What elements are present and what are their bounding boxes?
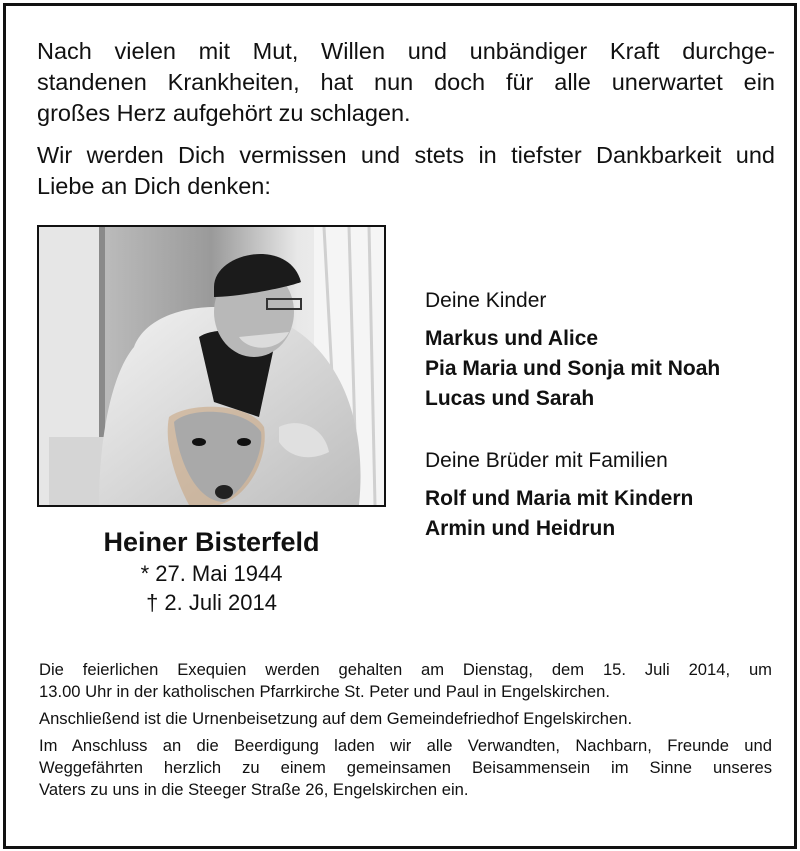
exequien-line: Die feierlichen Exequien werden gehalten am Dienstag, dem 15. Juli 2014, um: [39, 660, 772, 679]
birth-date: * 27. Mai 1944: [140, 561, 283, 586]
death-date: † 2. Juli 2014: [146, 590, 277, 615]
invitation-line: Weggefährten herzlich zu einem gemeinsamen Beisammensein im Sinne unseres: [39, 758, 772, 777]
farewell-line: Wir werden Dich vermissen und stets in tiefster Dankbarkeit und: [37, 142, 775, 168]
obituary-frame: [3, 3, 797, 849]
brothers-label: Deine Brüder mit Familien: [425, 449, 668, 472]
intro-line: standenen Krankheiten, hat nun doch für alle unerwartet ein: [37, 69, 775, 95]
invitation-notice: [39, 735, 772, 801]
deceased-name: Heiner Bisterfeld: [103, 527, 320, 557]
children-group: [425, 286, 795, 414]
children-members: [425, 324, 795, 414]
brothers-members: [425, 484, 795, 544]
exequien-notice: [39, 659, 772, 703]
invitation-line: Im Anschluss an die Beerdigung laden wir alle Verwandten, Nachbarn, Freunde und: [39, 736, 772, 755]
intro-line: Nach vielen mit Mut, Willen und unbändiger Kraft durchge-: [37, 38, 775, 64]
family-member: Rolf und Maria mit Kindern: [425, 487, 694, 510]
portrait-photo: [37, 225, 386, 507]
invitation-line: Vaters zu uns in die Steeger Straße 26, Engelskirchen ein.: [39, 780, 469, 799]
portrait-photo-image: [39, 227, 384, 505]
children-label: Deine Kinder: [425, 289, 547, 312]
deceased-info: [37, 525, 386, 617]
family-member: Markus und Alice: [425, 327, 599, 350]
farewell-line: Liebe an Dich denken:: [37, 173, 271, 199]
service-details: [39, 659, 772, 806]
farewell-paragraph: [37, 140, 775, 202]
family-member: Lucas und Sarah: [425, 387, 595, 410]
family-member: Pia Maria und Sonja mit Noah: [425, 357, 721, 380]
intro-paragraph: [37, 36, 775, 129]
family-member: Armin und Heidrun: [425, 517, 616, 540]
mourners-list: [425, 286, 795, 544]
intro-line: großes Herz aufgehört zu schlagen.: [37, 100, 411, 126]
exequien-line: 13.00 Uhr in der katholischen Pfarrkirche St. Peter und Paul in Engelskirchen.: [39, 682, 610, 701]
burial-notice: Anschließend ist die Urnenbeisetzung auf dem Gemeindefriedhof Engelskirchen.: [39, 709, 633, 728]
brothers-group: [425, 446, 795, 544]
